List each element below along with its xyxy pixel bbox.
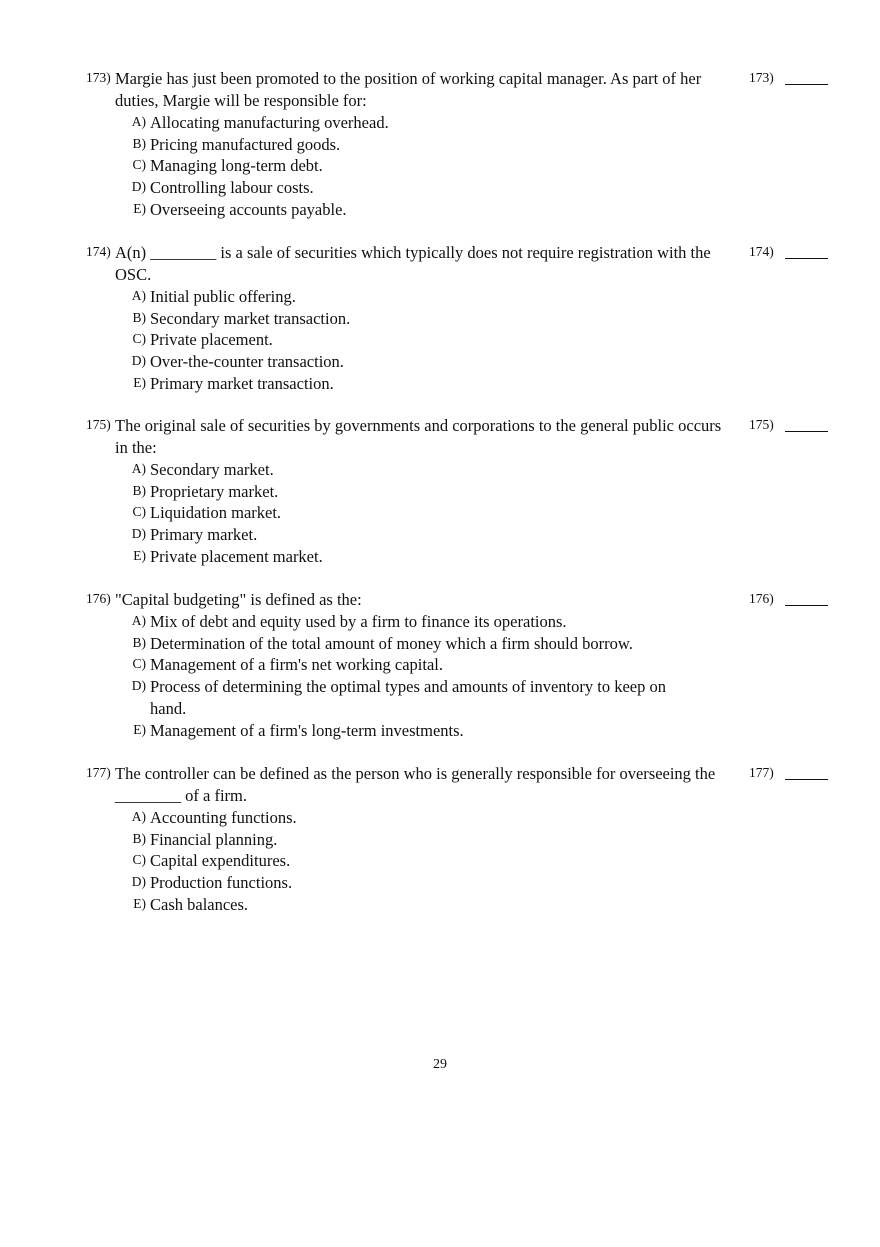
option-b[interactable] xyxy=(0,134,880,156)
option-letter: D) xyxy=(131,179,146,195)
option-letter: A) xyxy=(131,288,146,303)
option-b[interactable] xyxy=(0,829,880,851)
option-b[interactable] xyxy=(0,633,880,655)
option-e[interactable] xyxy=(0,199,880,221)
option-d[interactable] xyxy=(0,351,880,373)
option-d[interactable] xyxy=(0,177,880,199)
option-text: Overseeing accounts payable. xyxy=(150,199,347,219)
option-text: Liquidation market. xyxy=(150,503,282,523)
answer-blank[interactable] xyxy=(785,258,828,259)
option-c[interactable] xyxy=(0,329,880,351)
option-a[interactable] xyxy=(0,286,880,308)
option-text: Private placement market. xyxy=(150,546,323,566)
option-text: Primary market transaction. xyxy=(150,373,334,393)
option-text: Allocating manufacturing overhead. xyxy=(150,113,389,132)
option-letter: E) xyxy=(133,547,146,563)
answer-number: 173) xyxy=(749,70,774,85)
option-b[interactable] xyxy=(0,481,880,503)
option-e[interactable] xyxy=(0,894,880,916)
option-letter: D) xyxy=(131,353,146,369)
option-letter: A) xyxy=(131,114,146,129)
option-letter: E) xyxy=(133,374,146,390)
question-text: A(n) ________ is a sale of securities which typically does not require registration with the OSC. xyxy=(115,243,711,284)
question-number: 175) xyxy=(86,417,111,432)
option-letter: B) xyxy=(132,634,146,650)
option-letter: A) xyxy=(131,809,146,824)
option-c[interactable] xyxy=(0,850,880,872)
option-text: Managing long-term debt. xyxy=(150,156,323,176)
answer-number: 177) xyxy=(749,765,774,780)
option-text: Secondary market transaction. xyxy=(150,308,351,328)
option-letter: C) xyxy=(132,331,146,347)
option-letter: D) xyxy=(131,678,146,694)
option-letter: E) xyxy=(133,895,146,911)
option-letter: C) xyxy=(132,157,146,173)
option-text: Cash balances. xyxy=(150,894,249,914)
option-text: Production functions. xyxy=(150,873,293,893)
option-text: Process of determining the optimal types and amounts of inventory to keep on hand. xyxy=(150,677,666,718)
option-text: Primary market. xyxy=(150,525,258,545)
option-d[interactable] xyxy=(0,872,880,894)
option-letter: C) xyxy=(132,656,146,672)
option-letter: A) xyxy=(131,613,146,628)
option-b[interactable] xyxy=(0,308,880,330)
question-text: Margie has just been promoted to the position of working capital manager. As part of her duties, Margie will be responsible for: xyxy=(115,69,702,110)
answer-blank[interactable] xyxy=(785,84,828,85)
option-text: Proprietary market. xyxy=(150,481,279,501)
option-e[interactable] xyxy=(0,546,880,568)
option-letter: C) xyxy=(132,504,146,520)
option-letter: B) xyxy=(132,135,146,151)
question-text: The original sale of securities by governments and corporations to the general public occurs in the: xyxy=(115,416,722,457)
option-text: Determination of the total amount of money which a firm should borrow. xyxy=(150,633,633,653)
option-c[interactable] xyxy=(0,155,880,177)
question-number: 176) xyxy=(86,591,111,606)
option-text: Management of a firm's long-term investments. xyxy=(150,720,464,740)
option-letter: B) xyxy=(132,830,146,846)
page-number: 29 xyxy=(433,1057,447,1072)
option-text: Capital expenditures. xyxy=(150,851,291,871)
question-text: "Capital budgeting" is defined as the: xyxy=(115,590,362,609)
option-c[interactable] xyxy=(0,654,880,676)
option-letter: E) xyxy=(133,200,146,216)
question-number: 174) xyxy=(86,244,111,259)
option-text: Pricing manufactured goods. xyxy=(150,134,341,154)
option-text: Initial public offering. xyxy=(150,287,296,306)
option-letter: E) xyxy=(133,721,146,737)
answer-number: 175) xyxy=(749,417,774,432)
answer-blank[interactable] xyxy=(785,431,828,432)
option-e[interactable] xyxy=(0,720,880,742)
question-number: 173) xyxy=(86,70,111,85)
option-letter: D) xyxy=(131,874,146,890)
option-letter: A) xyxy=(131,461,146,476)
option-d[interactable] xyxy=(0,524,880,546)
question-number: 177) xyxy=(86,765,111,780)
option-text: Over-the-counter transaction. xyxy=(150,352,344,372)
question-text: The controller can be defined as the person who is generally responsible for overseeing the ________ of a firm. xyxy=(115,764,716,805)
answer-number: 174) xyxy=(749,244,774,259)
option-e[interactable] xyxy=(0,373,880,395)
option-letter: D) xyxy=(131,526,146,542)
option-text: Management of a firm's net working capital. xyxy=(150,655,444,675)
option-text: Mix of debt and equity used by a firm to finance its operations. xyxy=(150,612,567,631)
option-a[interactable] xyxy=(0,112,880,134)
option-a[interactable] xyxy=(0,611,880,633)
option-text: Accounting functions. xyxy=(150,808,297,827)
answer-number: 176) xyxy=(749,591,774,606)
option-c[interactable] xyxy=(0,502,880,524)
option-letter: C) xyxy=(132,852,146,868)
option-a[interactable] xyxy=(0,459,880,481)
option-text: Controlling labour costs. xyxy=(150,178,314,198)
option-text: Financial planning. xyxy=(150,829,278,849)
answer-blank[interactable] xyxy=(785,779,828,780)
option-text: Secondary market. xyxy=(150,460,274,479)
option-letter: B) xyxy=(132,309,146,325)
option-a[interactable] xyxy=(0,807,880,829)
option-text: Private placement. xyxy=(150,330,273,350)
option-d[interactable] xyxy=(0,676,880,719)
answer-blank[interactable] xyxy=(785,605,828,606)
option-letter: B) xyxy=(132,482,146,498)
